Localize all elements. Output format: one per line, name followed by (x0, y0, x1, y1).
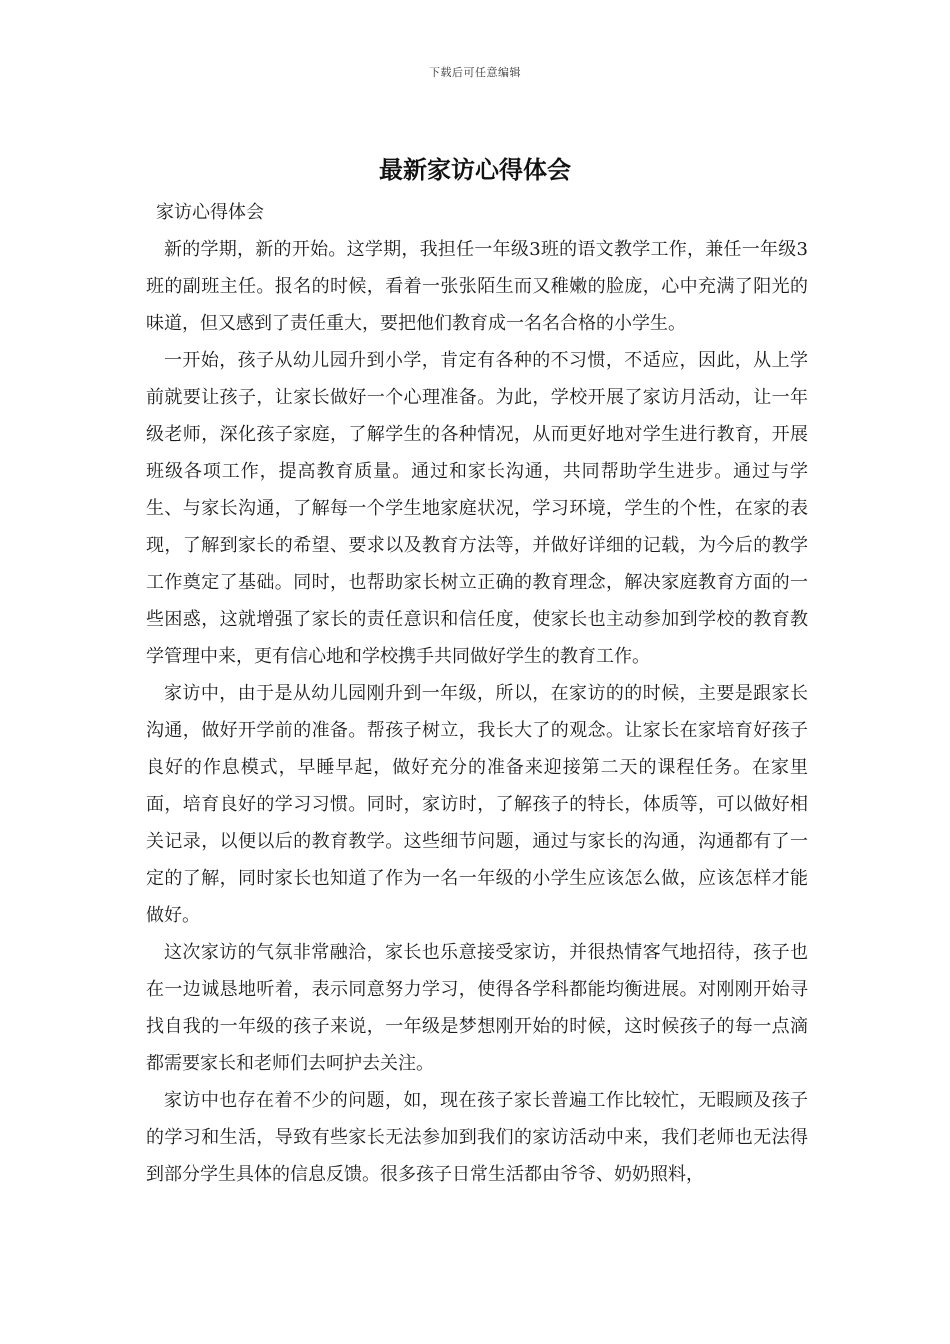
paragraph-2: 一开始，孩子从幼儿园升到小学，肯定有各种的不习惯，不适应，因此，从上学前就要让孩子，让家长做好一个心理准备。为此，学校开展了家访月活动，让一年级老师，深化孩子家庭，了解学生的各种情况，从而更好地对学生进行教育，开展班级各项工作，提高教育质量。通过和家长沟通，共同帮助学生进步。通过与学生、与家长沟通，了解每一个学生地家庭状况，学习环境，学生的个性，在家的表现，了解到家长的希望、要求以及教育方法等，并做好详细的记载，为今后的教学工作奠定了基础。同时，也帮助家长树立正确的教育理念，解决家庭教育方面的一些困惑，这就增强了家长的责任意识和信任度，使家长也主动参加到学校的教育教学管理中来，更有信心地和学校携手共同做好学生的教育工作。 (146, 350, 808, 667)
paragraph-5: 家访中也存在着不少的问题，如，现在孩子家长普遍工作比较忙，无暇顾及孩子的学习和生活，导致有些家长无法参加到我们的家访活动中来，我们老师也无法得到部分学生具体的信息反馈。很多孩子日常生活都由爷爷、奶奶照料， (146, 1090, 808, 1185)
document-body (146, 194, 808, 1193)
paragraph-4: 这次家访的气氛非常融洽，家长也乐意接受家访，并很热情客气地招待，孩子也在一边诚恳地听着，表示同意努力学习，使得各学科都能均衡进展。对刚刚开始寻找自我的一年级的孩子来说，一年级是梦想刚开始的时候，这时候孩子的每一点滴都需要家长和老师们去呵护去关注。 (146, 942, 808, 1074)
header-note: 下载后可任意编辑 (429, 66, 521, 79)
paragraph-1: 新的学期，新的开始。这学期，我担任一年级3班的语文教学工作，兼任一年级3班的副班主任。报名的时候，看着一张张陌生而又稚嫩的脸庞，心中充满了阳光的味道，但又感到了责任重大，要把他们教育成一名名合格的小学生。 (146, 239, 808, 334)
paragraph-3: 家访中，由于是从幼儿园刚升到一年级，所以，在家访的的时候，主要是跟家长沟通，做好开学前的准备。帮孩子树立，我长大了的观念。让家长在家培育好孩子良好的作息模式，早睡早起，做好充分的准备来迎接第二天的课程任务。在家里面，培育良好的学习习惯。同时，家访时，了解孩子的特长，体质等，可以做好相关记录，以便以后的教育教学。这些细节问题，通过与家长的沟通，沟通都有了一定的了解，同时家长也知道了作为一名一年级的小学生应该怎么做，应该怎样才能做好。 (146, 683, 808, 926)
subheading: 家访心得体会 (156, 202, 264, 223)
document-title: 最新家访心得体会 (379, 155, 571, 184)
